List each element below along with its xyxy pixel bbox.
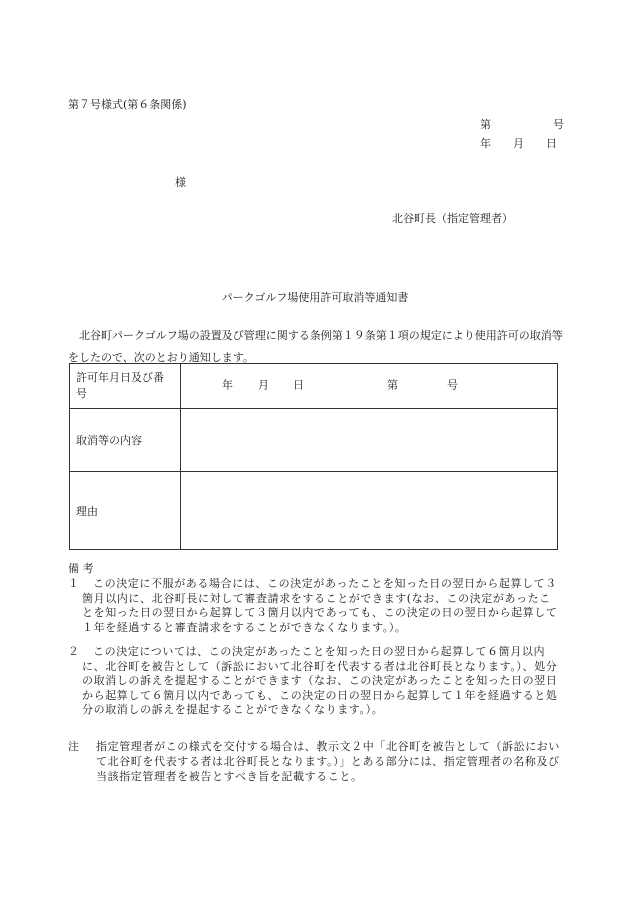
intro-text: 北谷町パークゴルフ場の設置及び管理に関する条例第１９条第１項の規定により使用許可の取消等をしたので、次のとおり通知します。 <box>68 329 563 364</box>
annotation-label: 注 <box>68 740 80 753</box>
issue-date-month: 月 <box>513 137 524 150</box>
document-number <box>480 118 564 131</box>
table-row-reason <box>70 472 558 550</box>
document-number-suffix: 号 <box>553 118 564 131</box>
permit-date-value-cell <box>181 364 558 409</box>
revocation-label-cell <box>70 409 181 472</box>
permit-details-table <box>69 363 558 550</box>
note-item-1-number: １ <box>68 577 80 590</box>
document-title: パークゴルフ場使用許可取消等通知書 <box>221 291 409 304</box>
note-item-1 <box>68 577 560 635</box>
permit-year: 年 <box>222 378 233 392</box>
note-item-2-number: ２ <box>68 645 80 658</box>
issuer: 北谷町長（指定管理者） <box>392 212 513 225</box>
reason-label-cell <box>70 472 181 550</box>
revocation-label: 取消等の内容 <box>76 434 142 447</box>
annotation <box>68 739 560 784</box>
permit-number-prefix: 第 <box>387 378 398 392</box>
issue-date-year: 年 <box>480 137 491 150</box>
notes-heading: 備 考 <box>68 562 94 575</box>
reason-label: 理由 <box>76 504 98 518</box>
permit-day: 日 <box>293 378 304 392</box>
permit-date-label-cell <box>70 364 181 409</box>
permit-date-label: 許可年月日及び番号 <box>76 371 164 400</box>
document-number-prefix: 第 <box>480 118 491 131</box>
table-row-revocation <box>70 409 558 472</box>
issue-date-day: 日 <box>546 137 557 150</box>
note-item-2-text: この決定については、この決定があったことを知った日の翌日から起算して６箇月以内に、北谷町を被告として（訴訟において北谷町を代表する者は北谷町長となります。）、処分の取消しの訴えを提起することができます（なお、この決定があったことを知った日の翌日から起算して６箇月以内であっても、この決定の日の翌日から起算して１年を経過すると処分の取消しの訴えを提起することができなくなります。）。 <box>82 645 558 717</box>
issue-date <box>480 137 557 150</box>
note-item-1-text: この決定に不服がある場合には、この決定があったことを知った日の翌日から起算して３箇月以内に、北谷町長に対して審査請求をすることができます(なお、この決定があったことを知った日の翌日から起算して３箇月以内であっても、この決定の日の翌日から起算して１年を経過すると審査請求をすることができなくなります。）。 <box>82 577 558 634</box>
addressee: 様 <box>175 176 186 189</box>
permit-month: 月 <box>258 378 269 392</box>
table-row-permit-date <box>70 364 558 409</box>
annotation-text: 指定管理者がこの様式を交付する場合は、教示文２中「北谷町を被告として（訴訟において北谷町を代表する者は北谷町長となります。）」とある部分には、指定管理者の名称及び当該指定管理者を被告とすべき旨を記載すること。 <box>96 740 560 783</box>
form-number-label: 第７号様式(第６条関係) <box>68 98 187 111</box>
revocation-value-cell <box>181 409 558 472</box>
reason-value-cell <box>181 472 558 550</box>
note-item-2 <box>68 645 560 718</box>
permit-number-suffix: 号 <box>447 378 458 392</box>
